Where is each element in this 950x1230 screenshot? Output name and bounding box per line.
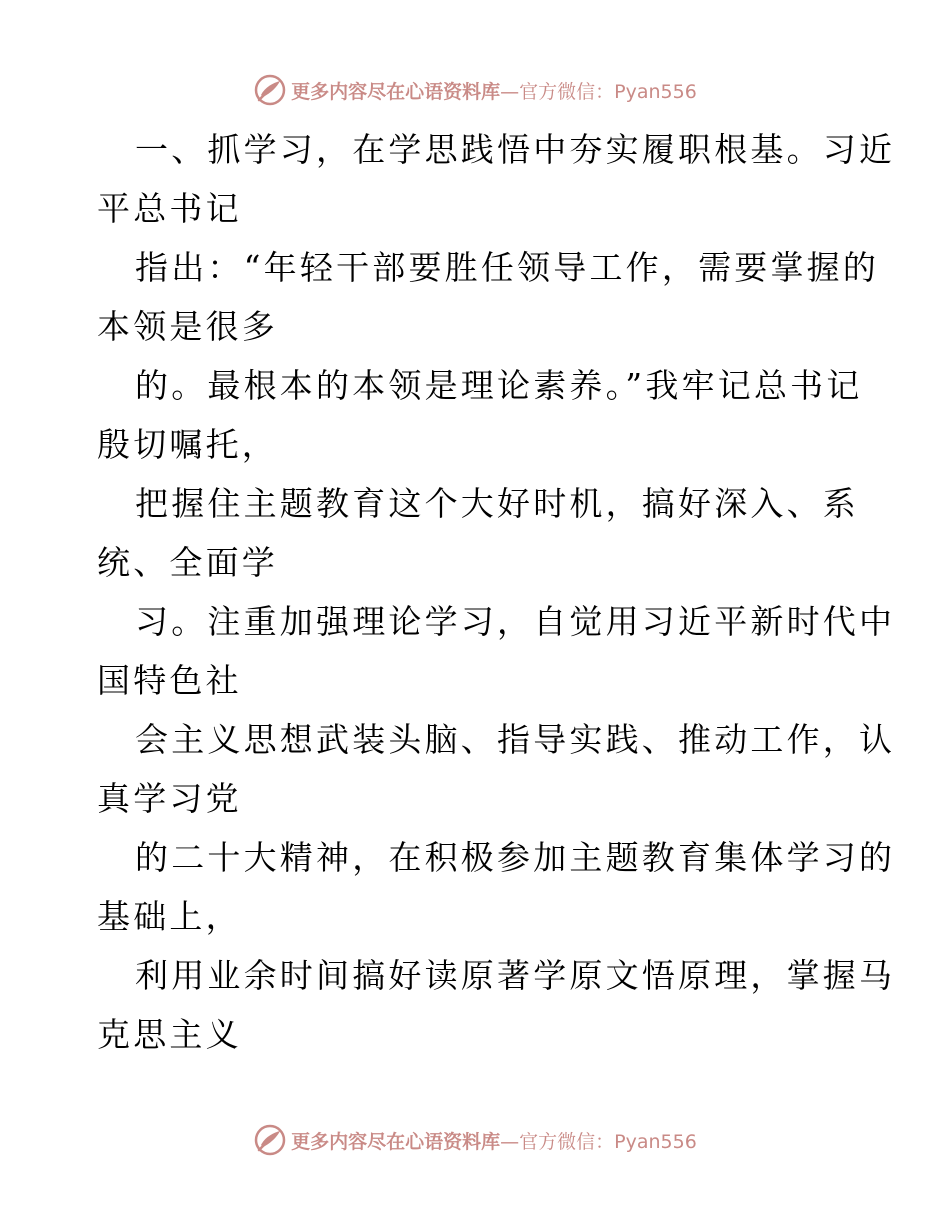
paragraph-line: 习。注重加强理论学习，自觉用习近平新时代中 [135, 602, 896, 641]
paragraph-line: 真学习党 [97, 779, 242, 818]
paragraph-line: 指出：“年轻干部要胜任领导工作，需要掌握的 [135, 248, 880, 287]
watermark-text: 更多内容尽在心语资料库—官方微信：Pyan556 [291, 80, 697, 103]
paragraph-line: 把握住主题教育这个大好时机，搞好深入、系 [135, 484, 859, 523]
ink-pen-logo-icon [253, 1123, 287, 1157]
paragraph-line: 的二十大精神，在积极参加主题教育集体学习的 [135, 838, 896, 877]
watermark-text: 更多内容尽在心语资料库—官方微信：Pyan556 [291, 1130, 697, 1153]
paragraph-line: 殷切嘱托， [97, 425, 278, 464]
paragraph-line: 一、抓学习，在学思践悟中夯实履职根基。习近 [135, 130, 896, 169]
paragraph-line: 统、全面学 [97, 543, 278, 582]
paragraph-line: 国特色社 [97, 661, 242, 700]
document-body [97, 120, 896, 1064]
paragraph-line: 利用业余时间搞好读原著学原文悟原理，掌握马 [135, 956, 896, 995]
header-watermark [0, 70, 950, 110]
paragraph-line: 会主义思想武装头脑、指导实践、推动工作，认 [135, 720, 896, 759]
paragraph-line: 克思主义 [97, 1015, 242, 1054]
footer-watermark [0, 1120, 950, 1160]
paragraph-line: 的。最根本的本领是理论素养。”我牢记总书记 [135, 366, 863, 405]
ink-pen-logo-icon [253, 73, 287, 107]
paragraph-line: 基础上， [97, 897, 242, 936]
paragraph-line: 平总书记 [97, 189, 242, 228]
paragraph-line: 本领是很多 [97, 307, 278, 346]
